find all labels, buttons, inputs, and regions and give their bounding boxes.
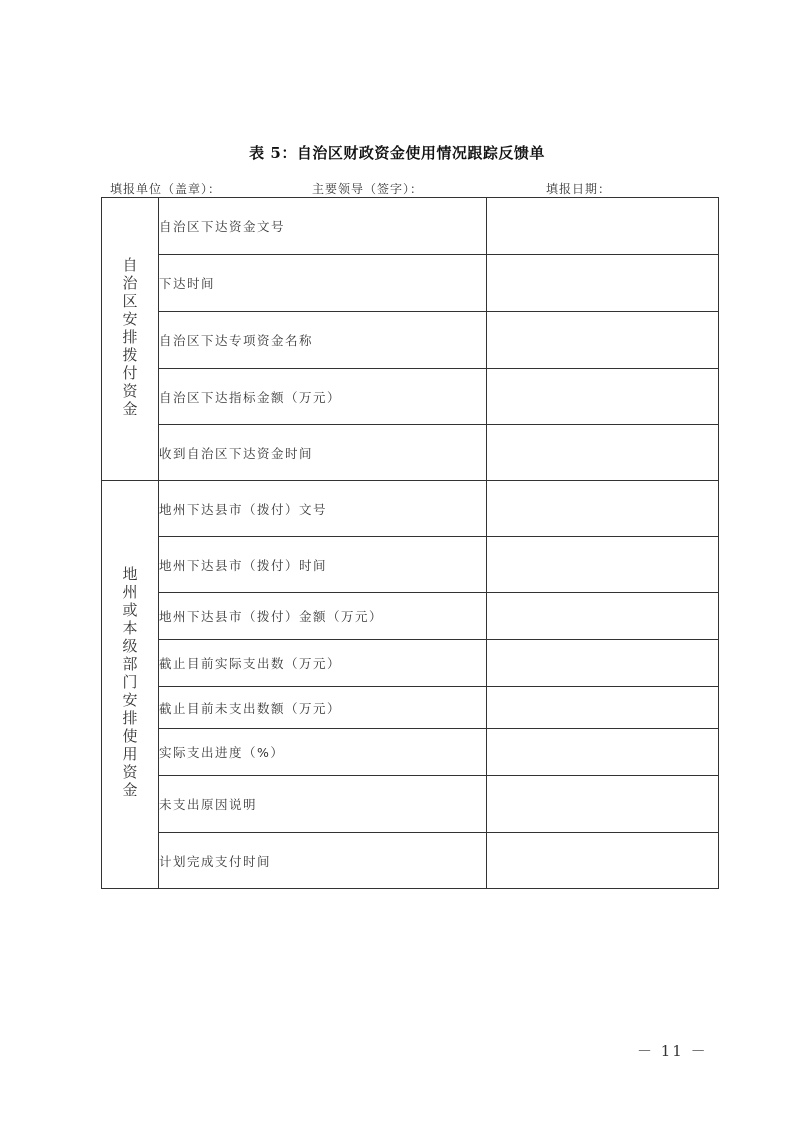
table-row — [102, 593, 719, 640]
table-row — [102, 198, 719, 255]
row-label: 自治区下达指标金额（万元） — [159, 369, 487, 425]
row-value-field[interactable] — [487, 687, 719, 729]
row-value-field[interactable] — [487, 640, 719, 687]
section-heading-text: 自治区安排拨付资金 — [120, 256, 139, 419]
fill-unit-label: 填报单位（盖章）： — [110, 182, 222, 196]
row-value-field[interactable] — [487, 593, 719, 640]
page-title: 表 5：自治区财政资金使用情况跟踪反馈单 — [249, 144, 545, 162]
table-row — [102, 687, 719, 729]
row-label: 地州下达县市（拨付）金额（万元） — [159, 593, 487, 640]
row-value-field[interactable] — [487, 833, 719, 889]
row-value-field[interactable] — [487, 369, 719, 425]
table-row — [102, 481, 719, 537]
row-value-field[interactable] — [487, 729, 719, 776]
row-value-field[interactable] — [487, 425, 719, 481]
row-value-field[interactable] — [487, 537, 719, 593]
table-row — [102, 312, 719, 369]
row-value-field[interactable] — [487, 481, 719, 537]
section-heading-regional-funds — [102, 198, 159, 481]
table-row — [102, 255, 719, 312]
row-label: 计划完成支付时间 — [159, 833, 487, 889]
section-heading-text: 地州或本级部门安排使用资金 — [120, 566, 139, 800]
row-value-field[interactable] — [487, 312, 719, 369]
table-row — [102, 833, 719, 889]
leader-signature-label: 主要领导（签字）： — [312, 182, 424, 196]
feedback-table — [101, 197, 719, 889]
table-row — [102, 729, 719, 776]
row-value-field[interactable] — [487, 776, 719, 833]
row-label: 截止目前未支出数额（万元） — [159, 687, 487, 729]
row-label: 自治区下达专项资金名称 — [159, 312, 487, 369]
row-label: 未支出原因说明 — [159, 776, 487, 833]
row-value-field[interactable] — [487, 255, 719, 312]
table-row — [102, 640, 719, 687]
row-label: 地州下达县市（拨付）时间 — [159, 537, 487, 593]
row-label: 地州下达县市（拨付）文号 — [159, 481, 487, 537]
table-row — [102, 425, 719, 481]
row-label: 下达时间 — [159, 255, 487, 312]
row-label: 自治区下达资金文号 — [159, 198, 487, 255]
row-value-field[interactable] — [487, 198, 719, 255]
row-label: 实际支出进度（%） — [159, 729, 487, 776]
fill-date-label: 填报日期： — [546, 182, 612, 196]
page-number: － 11 － — [637, 1042, 708, 1060]
row-label: 截止目前实际支出数（万元） — [159, 640, 487, 687]
table-row — [102, 537, 719, 593]
table-row — [102, 776, 719, 833]
row-label: 收到自治区下达资金时间 — [159, 425, 487, 481]
section-heading-local-funds — [102, 481, 159, 889]
table-row — [102, 369, 719, 425]
